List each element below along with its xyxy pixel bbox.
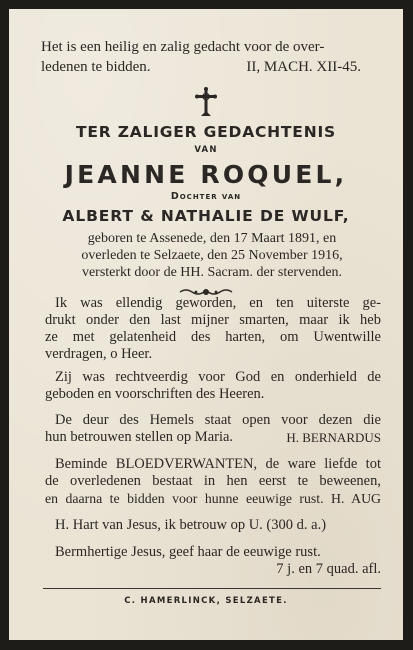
ter-zaliger-heading: TER ZALIGER GEDACHTENIS xyxy=(76,123,336,141)
paragraph-1-line: verdragen, o Heer. xyxy=(45,346,153,362)
card-paper xyxy=(9,9,403,640)
paragraph-1 xyxy=(45,295,381,363)
deceased-name: JEANNE ROQUEL, xyxy=(64,160,348,189)
printer-imprint: C. HAMERLINCK, SELZAETE. xyxy=(124,596,288,606)
van-label: VAN xyxy=(194,145,218,155)
paragraph-4 xyxy=(45,456,381,507)
death-line: overleden te Selzaete, den 25 November 1916, xyxy=(81,248,343,263)
sacraments-line: versterkt door de HH. Sacram. der stervenden. xyxy=(81,265,343,280)
birth-line: geboren te Assenede, den 17 Maart 1891, en xyxy=(87,231,337,246)
scripture-reference: II, MACH. XII-45. xyxy=(246,59,361,75)
bernardus-attribution: H. BERNARDUS xyxy=(286,430,381,445)
paragraph-4-line: Beminde BLOEDVERWANTEN, de ware liefde tot xyxy=(55,456,381,472)
mercy-prayer: Bermhertige Jesus, geef haar de eeuwige rust. xyxy=(55,544,321,560)
invocation-line-2-text: ledenen te bidden. xyxy=(41,59,151,75)
paragraph-5 xyxy=(45,517,381,534)
paragraph-2 xyxy=(45,369,381,403)
paragraph-6 xyxy=(45,544,381,578)
paragraph-3-line xyxy=(45,429,381,446)
paragraph-2-line: geboden en voorschriften des Heeren. xyxy=(45,386,265,402)
paragraph-1-line: ze met gelatenheid des harten, om Uwentwille xyxy=(45,329,381,345)
invocation-line-1: Het is een heilig en zalig gedacht voor de over- xyxy=(41,39,325,55)
paragraph-2-line: Zij was rechtveerdig voor God en onderhield de xyxy=(55,369,381,385)
indulgence-note: 7 j. en 7 quad. afl. xyxy=(276,561,381,577)
dochter-van-label: Dochter van xyxy=(170,191,242,202)
ornamental-cross-icon xyxy=(9,87,403,119)
parents-names: ALBERT & NATHALIE DE WULF, xyxy=(62,207,350,225)
paragraph-3-line: De deur des Hemels staat open voor dezen die xyxy=(55,412,381,428)
invocation-line-2 xyxy=(41,57,385,77)
paragraph-1-line: drukt onder den last mijner smarten, maar ik heb xyxy=(45,312,381,328)
paragraph-1-line: Ik was ellendig geworden, en ten uiterste ge- xyxy=(55,295,381,311)
footer-divider xyxy=(43,588,381,589)
paragraph-4-line: en daarna te bidden voor hunne eeuwige rust. H. AUG xyxy=(45,491,381,506)
paragraph-3 xyxy=(45,412,381,446)
sacred-heart-prayer: H. Hart van Jesus, ik betrouw op U. (300 d. a.) xyxy=(55,517,327,533)
paragraph-3-text: hun betrouwen stellen op Maria. xyxy=(45,429,234,445)
birth-death-text xyxy=(39,230,385,281)
invocation-text xyxy=(41,37,385,77)
paragraph-4-line: de overledenen bestaat in hen eerst te beweenen, xyxy=(45,473,381,489)
